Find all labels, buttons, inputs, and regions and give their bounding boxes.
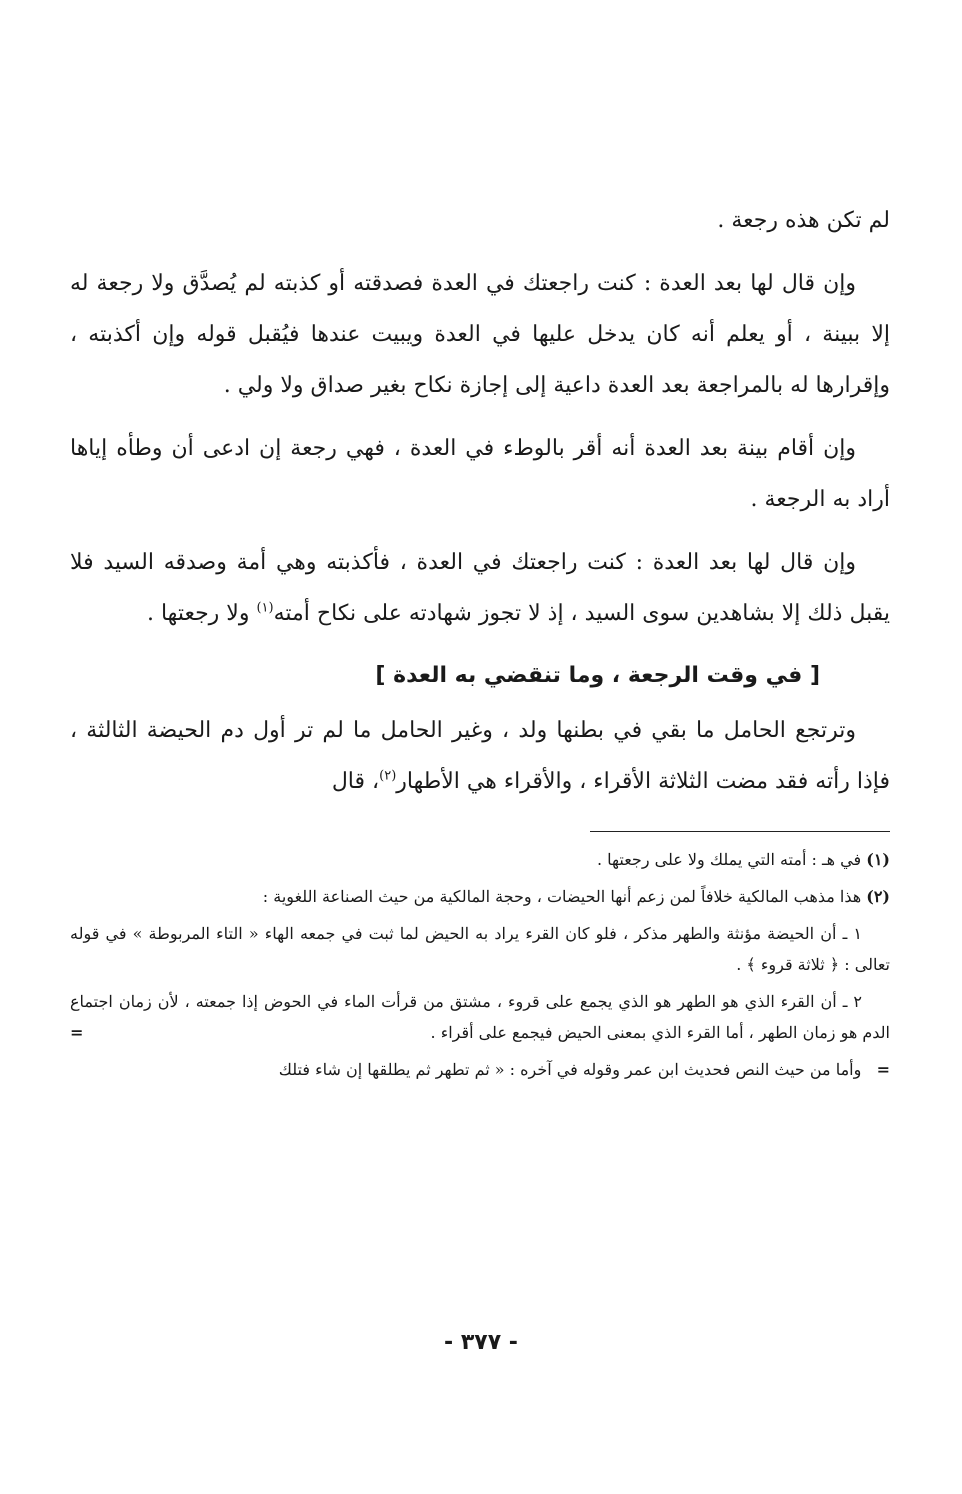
paragraph-5-text: وترتجع الحامل ما بقي في بطنها ولد ، وغير الحامل ما لم تر أول دم الحيضة الثالثة ، فإذا رأته فقد مضت الثلاثة الأقراء ، والأقراء هي الأطهار xyxy=(70,718,890,794)
continuation-mark-end: = xyxy=(70,1023,84,1042)
footnote-1-text: في هـ : أمته التي يملك ولا على رجعتها . xyxy=(596,850,862,869)
footnote-2-point-2-text: ٢ ـ أن القرء الذي هو الطهر هو الذي يجمع على قروء ، مشتق من قرأت الماء في الحوض إذا جمعته ، لأن زمان اجتماع الدم هو زمان الطهر ، أما القرء الذي بمعنى الحيض فيجمع على أقراء . xyxy=(70,992,890,1042)
paragraph-1: لم تكن هذه رجعة . xyxy=(717,208,890,233)
footnote-2 xyxy=(70,881,890,912)
footnote-2-point-1: ١ ـ أن الحيضة مؤنثة والطهر مذكر ، فلو كان القرء يراد به الحيض لما ثبت في جمعه الهاء « التاء المربوطة » في قوله تعالى : ﴿ ثلاثة قروء ﴾ . xyxy=(70,924,890,974)
paragraph-3: وإن أقام بينة بعد العدة أنه أقر بالوطء في العدة ، فهي رجعة إن ادعى أن وطأه إياها أراد به الرجعة . xyxy=(70,436,890,512)
page-number: - ٣٧٧ - xyxy=(444,1330,518,1355)
footnote-2-number: (٢) xyxy=(866,887,890,906)
footnote-continuation xyxy=(70,1054,890,1085)
page-body xyxy=(70,195,890,1091)
paragraph-4-tail: ولا رجعتها . xyxy=(146,601,257,626)
footnote-2-point-2 xyxy=(70,986,890,1048)
main-text xyxy=(70,195,890,807)
continuation-mark-start: = xyxy=(876,1060,890,1079)
footnote-1-number: (١) xyxy=(866,850,890,869)
footnotes xyxy=(70,844,890,1085)
paragraph-5-tail: ، قال xyxy=(331,769,380,794)
paragraph-5 xyxy=(70,705,890,807)
footnote-2-text: هذا مذهب المالكية خلافاً لمن زعم أنها الحيضات ، وحجة المالكية من حيث الصناعة اللغوية : xyxy=(262,887,862,906)
paragraph-2: وإن قال لها بعد العدة : كنت راجعتك في العدة فصدقته أو كذبته لم يُصدَّق ولا رجعة له إلا ببينة ، أو يعلم أنه كان يدخل عليها في العدة ويبيت عندها فيُقبل قوله وإن أكذبته ، وإقرارها له بالمراجعة بعد العدة داعية إلى إجازة نكاح بغير صداق ولا ولي . xyxy=(70,271,890,398)
footnote-divider xyxy=(590,831,890,832)
footnote-ref-2: (٢) xyxy=(379,768,397,784)
paragraph-4 xyxy=(70,537,890,639)
footnote-ref-1: (١) xyxy=(256,600,274,616)
paragraph-4-text: وإن قال لها بعد العدة : كنت راجعتك في العدة ، فأكذبته وهي أمة وصدقه السيد فلا يقبل ذلك إلا بشاهدين سوى السيد ، إذ لا تجوز شهادته على نكاح أمته xyxy=(70,550,890,626)
footnote-1 xyxy=(70,844,890,875)
footnote-continuation-text: وأما من حيث النص فحديث ابن عمر وقوله في آخره : « ثم تطهر ثم يطلقها إن شاء فتلك xyxy=(278,1060,862,1079)
section-heading: [ في وقت الرجعة ، وما تنقضي به العدة ] xyxy=(375,663,820,688)
